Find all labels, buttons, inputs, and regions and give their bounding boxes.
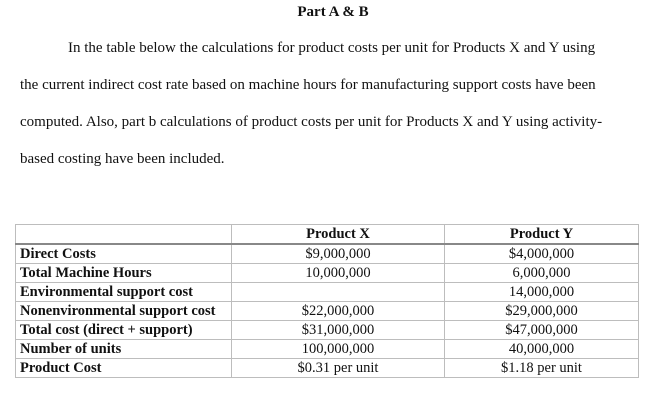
table-row — [16, 359, 639, 378]
table-row — [16, 302, 639, 321]
row-label: Total cost (direct + support) — [16, 321, 232, 340]
product-x-value: $31,000,000 — [232, 321, 445, 340]
row-label: Direct Costs — [16, 244, 232, 264]
product-y-value: $1.18 per unit — [445, 359, 639, 378]
paragraph-line: based costing have been included. — [20, 151, 225, 167]
product-x-value: $9,000,000 — [232, 244, 445, 264]
intro-paragraph — [20, 30, 648, 178]
row-label: Nonenvironmental support cost — [16, 302, 232, 321]
table-header-row — [16, 225, 639, 245]
header-product-y: Product Y — [445, 225, 639, 245]
paragraph-line: the current indirect cost rate based on machine hours for manufacturing support costs have been — [20, 77, 596, 93]
row-label: Total Machine Hours — [16, 264, 232, 283]
product-y-value: $29,000,000 — [445, 302, 639, 321]
product-y-value: $4,000,000 — [445, 244, 639, 264]
row-label: Product Cost — [16, 359, 232, 378]
table-row — [16, 340, 639, 359]
paragraph-line: In the table below the calculations for product costs per unit for Products X and Y using — [68, 40, 596, 56]
product-x-value: $0.31 per unit — [232, 359, 445, 378]
table-row — [16, 283, 639, 302]
product-y-value: 14,000,000 — [445, 283, 639, 302]
product-x-value: 100,000,000 — [232, 340, 445, 359]
paragraph-line: computed. Also, part b calculations of product costs per unit for Products X and Y using activity- — [20, 114, 603, 130]
table-row — [16, 244, 639, 264]
product-x-value: 10,000,000 — [232, 264, 445, 283]
header-blank-cell — [16, 225, 232, 245]
product-y-value: 6,000,000 — [445, 264, 639, 283]
product-x-value — [232, 283, 445, 302]
header-product-x: Product X — [232, 225, 445, 245]
product-y-value: $47,000,000 — [445, 321, 639, 340]
table-row — [16, 264, 639, 283]
product-x-value: $22,000,000 — [232, 302, 445, 321]
page-title: Part A & B — [297, 4, 369, 20]
product-y-value: 40,000,000 — [445, 340, 639, 359]
table-row — [16, 321, 639, 340]
product-cost-table — [15, 224, 639, 378]
row-label: Number of units — [16, 340, 232, 359]
row-label: Environmental support cost — [16, 283, 232, 302]
